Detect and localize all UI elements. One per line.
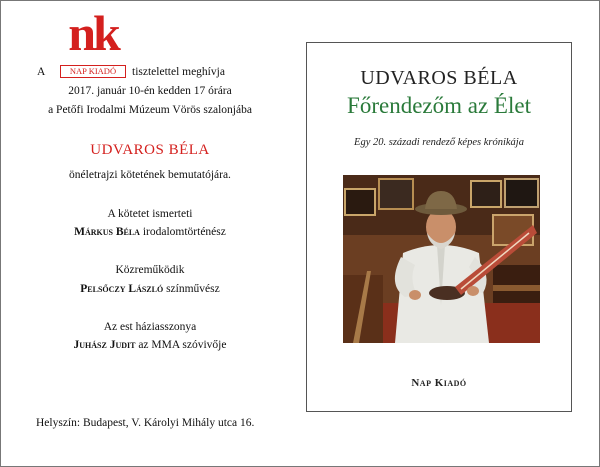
presenter-role: irodalomtörténész: [142, 226, 226, 238]
book-title: Főrendezőm az Élet: [347, 93, 531, 118]
host-name: Juhász Judit: [73, 339, 136, 351]
book-subtitle: Egy 20. századi rendező képes krónikája: [354, 137, 524, 148]
honoree-name: UDVAROS BÉLA: [90, 142, 210, 158]
invitation-prefix: A: [37, 66, 46, 78]
cover-photo: [343, 175, 540, 343]
participant-role: színművész: [166, 283, 220, 295]
host-role: az MMA szóvivője: [138, 339, 227, 351]
host-line: [0, 339, 300, 351]
participant-line: [0, 283, 300, 295]
host-intro: Az est háziasszonya: [103, 321, 197, 333]
presenter-name: Márkus Béla: [74, 226, 140, 238]
participant-intro: Közreműködik: [115, 264, 185, 276]
book-author: UDVAROS BÉLA: [360, 67, 518, 89]
publisher-logo: [60, 5, 126, 76]
book-publisher: Nap Kiadó: [411, 377, 467, 389]
presenter-intro: A kötetet ismerteti: [107, 208, 193, 220]
event-location: Helyszín: Budapest, V. Károlyi Mihály utca 16.: [36, 417, 255, 429]
book-cover: [306, 42, 572, 412]
event-venue: a Petőfi Irodalmi Múzeum Vörös szalonjába: [48, 104, 252, 116]
event-date: 2017. január 10-én kedden 17 órára: [68, 85, 232, 97]
participant-name: Pelsőczy László: [80, 283, 164, 295]
invitation-greeting: tisztelettel meghívja: [132, 66, 225, 78]
logo-label: NAP KIADÓ: [60, 65, 126, 78]
logo-letters: nk: [68, 5, 118, 61]
occasion-text: önéletrajzi kötetének bemutatójára.: [69, 169, 231, 181]
presenter-line: [0, 226, 300, 238]
